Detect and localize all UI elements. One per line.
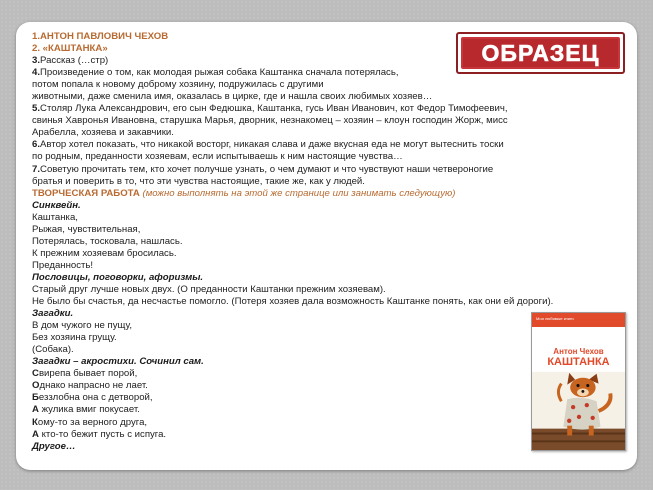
item-4-line3: животными, даже сменила имя, оказалась в цирке, где и нашла своих любимых хозяев… [32, 91, 433, 103]
cinquain-line: Каштанка, [32, 211, 78, 223]
proverb-line: Старый друг лучше новых двух. (О преданности Каштанки прежним хозяевам). [32, 283, 386, 295]
sample-stamp-text: ОБРАЗЕЦ [481, 39, 600, 66]
item-5-line2: свинья Хавронья Ивановна, старушка Марья, дворник, незнакомец – хозяин – клоун господин Жорж, мисс [32, 115, 508, 127]
book-title: КАШТАНКА [547, 356, 610, 368]
item-3: 3.Рассказ (…стр) [32, 55, 109, 67]
acrostic-line: Однако напрасно не лает. [32, 380, 148, 392]
acrostic-line: А жулика вмиг покусает. [32, 404, 140, 416]
acrostic-line: Свирепа бывает порой, [32, 368, 138, 380]
creative-work-heading: ТВОРЧЕСКАЯ РАБОТА (можно выполнять на этой же странице или занимать следующую) [32, 187, 456, 199]
cinquain-title: Синквейн. [32, 199, 81, 211]
item-5: 5.Столяр Лука Александрович, его сын Федюшка, Каштанка, гусь Иван Иванович, кот Федор Тимофеевич, [32, 103, 508, 115]
acrostic-line: Беззлобна она с детворой, [32, 392, 153, 404]
item-5-line3: Арабелла, хозяева и закавчики. [32, 127, 174, 139]
proverbs-title: Пословицы, поговорки, афоризмы. [32, 271, 204, 283]
cinquain-line: К прежним хозяевам бросилась. [32, 247, 177, 259]
slide [16, 22, 637, 470]
acrostic-title: Загадки – акростихи. Сочинил сам. [32, 356, 204, 368]
sample-stamp [456, 32, 625, 74]
item-4-line2: потом попала к новому доброму хозяину, подружилась с другими [32, 79, 324, 91]
item-7-line2: братья и поверить в то, что эти чувства настоящие, такие же, как у людей. [32, 175, 365, 187]
cinquain-line: Потерялась, тосковала, нашлась. [32, 235, 183, 247]
acrostic-line: А кто-то бежит пусть с испуга. [32, 428, 167, 440]
heading-title: 2. «КАШТАНКА» [32, 43, 108, 55]
book-cover-image [531, 312, 626, 451]
item-7: 7.Советую прочитать тем, кто хочет получше узнать, о чем думают и что чувствуют наши четвероногие [32, 163, 494, 175]
riddles-title: Загадки. [32, 308, 74, 320]
cinquain-line: Преданность! [32, 259, 94, 271]
item-6: 6.Автор хотел показать, что никакой восторг, никакая слава и даже вкусная еда не могут вытеснить тоски [32, 139, 504, 151]
heading-author: 1.АНТОН ПАВЛОВИЧ ЧЕХОВ [32, 31, 169, 42]
book-series: Мои любимые книги [536, 316, 574, 321]
sample-stamp-inner [461, 37, 620, 69]
dog-illustration-icon [532, 371, 625, 451]
item-4: 4.Произведение о том, как молодая рыжая собака Каштанка сначала потерялась, [32, 67, 399, 79]
riddle-line: В дом чужого не пущу, [32, 320, 132, 332]
item-6-line2: по родным, преданности хозяевам, если испытываешь к ним настоящие чувства… [32, 151, 403, 163]
riddle-line: (Собака). [32, 344, 74, 356]
book-author: Антон Чехов [553, 347, 604, 356]
proverb-line: Не было бы счастья, да несчастье помогло. (Потеря хозяев дала возможность Каштанке понять, как они ей дороги). [32, 296, 554, 308]
riddle-line: Без хозяина грущу. [32, 332, 117, 344]
other-label: Другое… [32, 440, 76, 452]
acrostic-line: Кому-то за верного друга, [32, 416, 148, 428]
cinquain-line: Рыжая, чувствительная, [32, 223, 141, 235]
